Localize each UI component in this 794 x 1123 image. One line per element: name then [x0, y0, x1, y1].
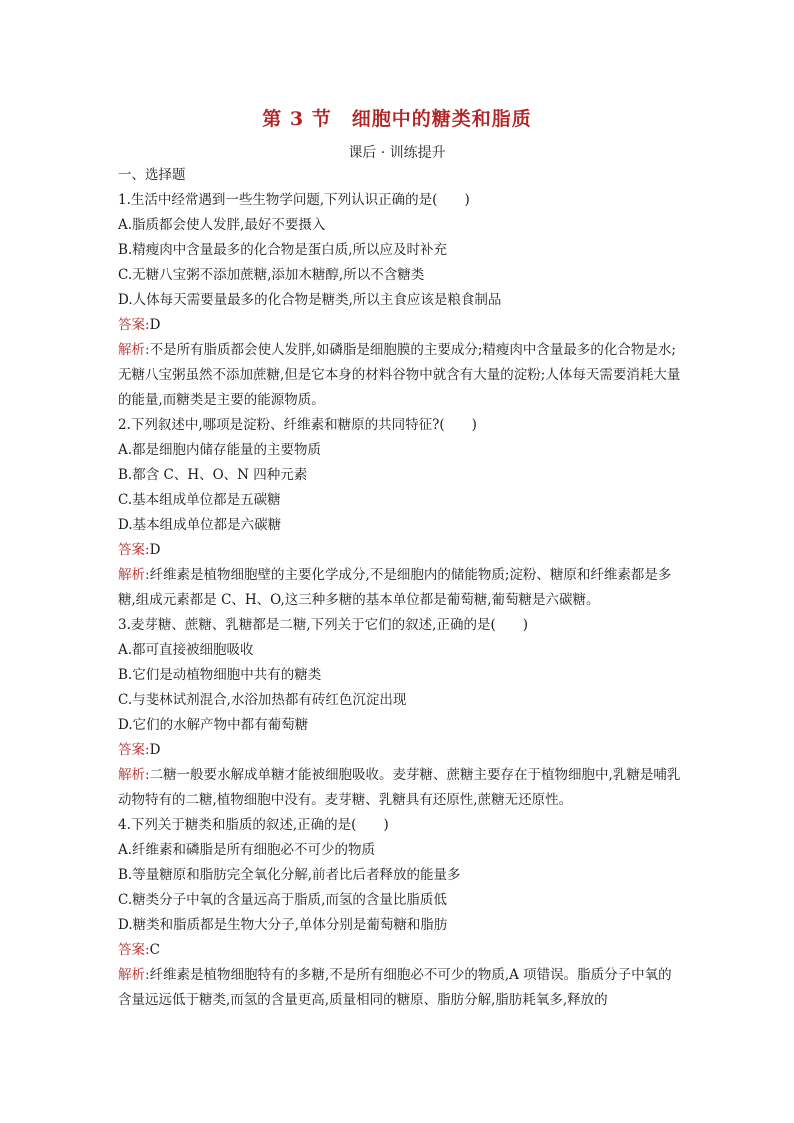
analysis-text: 纤维素是植物细胞壁的主要化学成分,不是细胞内的储能物质;淀粉、糖原和纤维素都是多糖,组成元素都是 C、H、O,这三种多糖的基本单位都是葡萄糖,葡萄糖是六碳糖。 [118, 567, 672, 608]
answer-value: C [149, 942, 160, 958]
question-stem: 4.下列关于糖类和脂质的叙述,正确的是( ) [118, 817, 389, 833]
analysis-label: 解析: [118, 567, 150, 583]
option-d: D.它们的水解产物中都有葡萄糖 [118, 717, 309, 733]
analysis-paragraph [118, 338, 684, 413]
analysis-text: 不是所有脂质都会使人发胖,如磷脂是细胞膜的主要成分;精瘦肉中含量最多的化合物是水;无糖八宝粥虽然不添加蔗糖,但是它本身的材料谷物中就含有大量的淀粉;人体每天需要消耗大量的能量,而糖类是主要的能源物质。 [118, 342, 681, 408]
question-2 [118, 413, 684, 613]
answer-value: D [149, 317, 161, 333]
option-b: B.都含 C、H、O、N 四种元素 [118, 467, 308, 483]
option-a: A.纤维素和磷脂是所有细胞必不可少的物质 [118, 842, 376, 858]
option-d: D.糖类和脂质都是生物大分子,单体分别是葡萄糖和脂肪 [118, 917, 448, 933]
analysis-label: 解析: [118, 967, 150, 983]
option-d: D.基本组成单位都是六碳糖 [118, 517, 282, 533]
page-title: 第 3 节 细胞中的糖类和脂质 [262, 108, 532, 130]
answer-value: D [149, 742, 161, 758]
answer-line [118, 538, 684, 563]
option-c: C.与斐林试剂混合,水浴加热都有砖红色沉淀出现 [118, 692, 407, 708]
answer-label: 答案: [118, 542, 150, 558]
analysis-text: 纤维素是植物细胞特有的多糖,不是所有细胞必不可少的物质,A 项错误。脂质分子中氧的含量远远低于糖类,而氢的含量更高,质量相同的糖原、脂肪分解,脂肪耗氧多,释放的 [118, 967, 672, 1008]
analysis-paragraph [118, 763, 684, 813]
option-b: B.它们是动植物细胞中共有的糖类 [118, 667, 322, 683]
analysis-label: 解析: [118, 342, 150, 358]
question-stem: 1.生活中经常遇到一些生物学问题,下列认识正确的是( ) [118, 192, 470, 208]
answer-value: D [149, 542, 161, 558]
page-subtitle: 课后 · 训练提升 [348, 145, 446, 161]
analysis-paragraph [118, 963, 684, 1013]
answer-line [118, 938, 684, 963]
content-body [118, 163, 684, 1013]
answer-label: 答案: [118, 942, 150, 958]
question-stem: 3.麦芽糖、蔗糖、乳糖都是二糖,下列关于它们的叙述,正确的是( ) [118, 617, 528, 633]
question-4 [118, 813, 684, 1013]
question-3 [118, 613, 684, 813]
option-a: A.脂质都会使人发胖,最好不要摄入 [118, 217, 326, 233]
question-stem: 2.下列叙述中,哪项是淀粉、纤维素和糖原的共同特征?( ) [118, 417, 477, 433]
answer-line [118, 738, 684, 763]
option-c: C.无糖八宝粥不添加蔗糖,添加木糖醇,所以不含糖类 [118, 267, 425, 283]
analysis-text: 二糖一般要水解成单糖才能被细胞吸收。麦芽糖、蔗糖主要存在于植物细胞中,乳糖是哺乳动物特有的二糖,植物细胞中没有。麦芽糖、乳糖具有还原性,蔗糖无还原性。 [118, 767, 681, 808]
answer-label: 答案: [118, 317, 150, 333]
option-a: A.都可直接被细胞吸收 [118, 642, 254, 658]
answer-label: 答案: [118, 742, 150, 758]
option-b: B.等量糖原和脂肪完全氧化分解,前者比后者释放的能量多 [118, 867, 461, 883]
option-c: C.糖类分子中氧的含量远高于脂质,而氢的含量比脂质低 [118, 892, 447, 908]
analysis-paragraph [118, 563, 684, 613]
answer-line [118, 313, 684, 338]
option-c: C.基本组成单位都是五碳糖 [118, 492, 281, 508]
question-1 [118, 188, 684, 413]
section-heading: 一、选择题 [118, 167, 186, 183]
option-d: D.人体每天需要量最多的化合物是糖类,所以主食应该是粮食制品 [118, 292, 502, 308]
analysis-label: 解析: [118, 767, 150, 783]
option-b: B.精瘦肉中含量最多的化合物是蛋白质,所以应及时补充 [118, 242, 448, 258]
option-a: A.都是细胞内储存能量的主要物质 [118, 442, 322, 458]
